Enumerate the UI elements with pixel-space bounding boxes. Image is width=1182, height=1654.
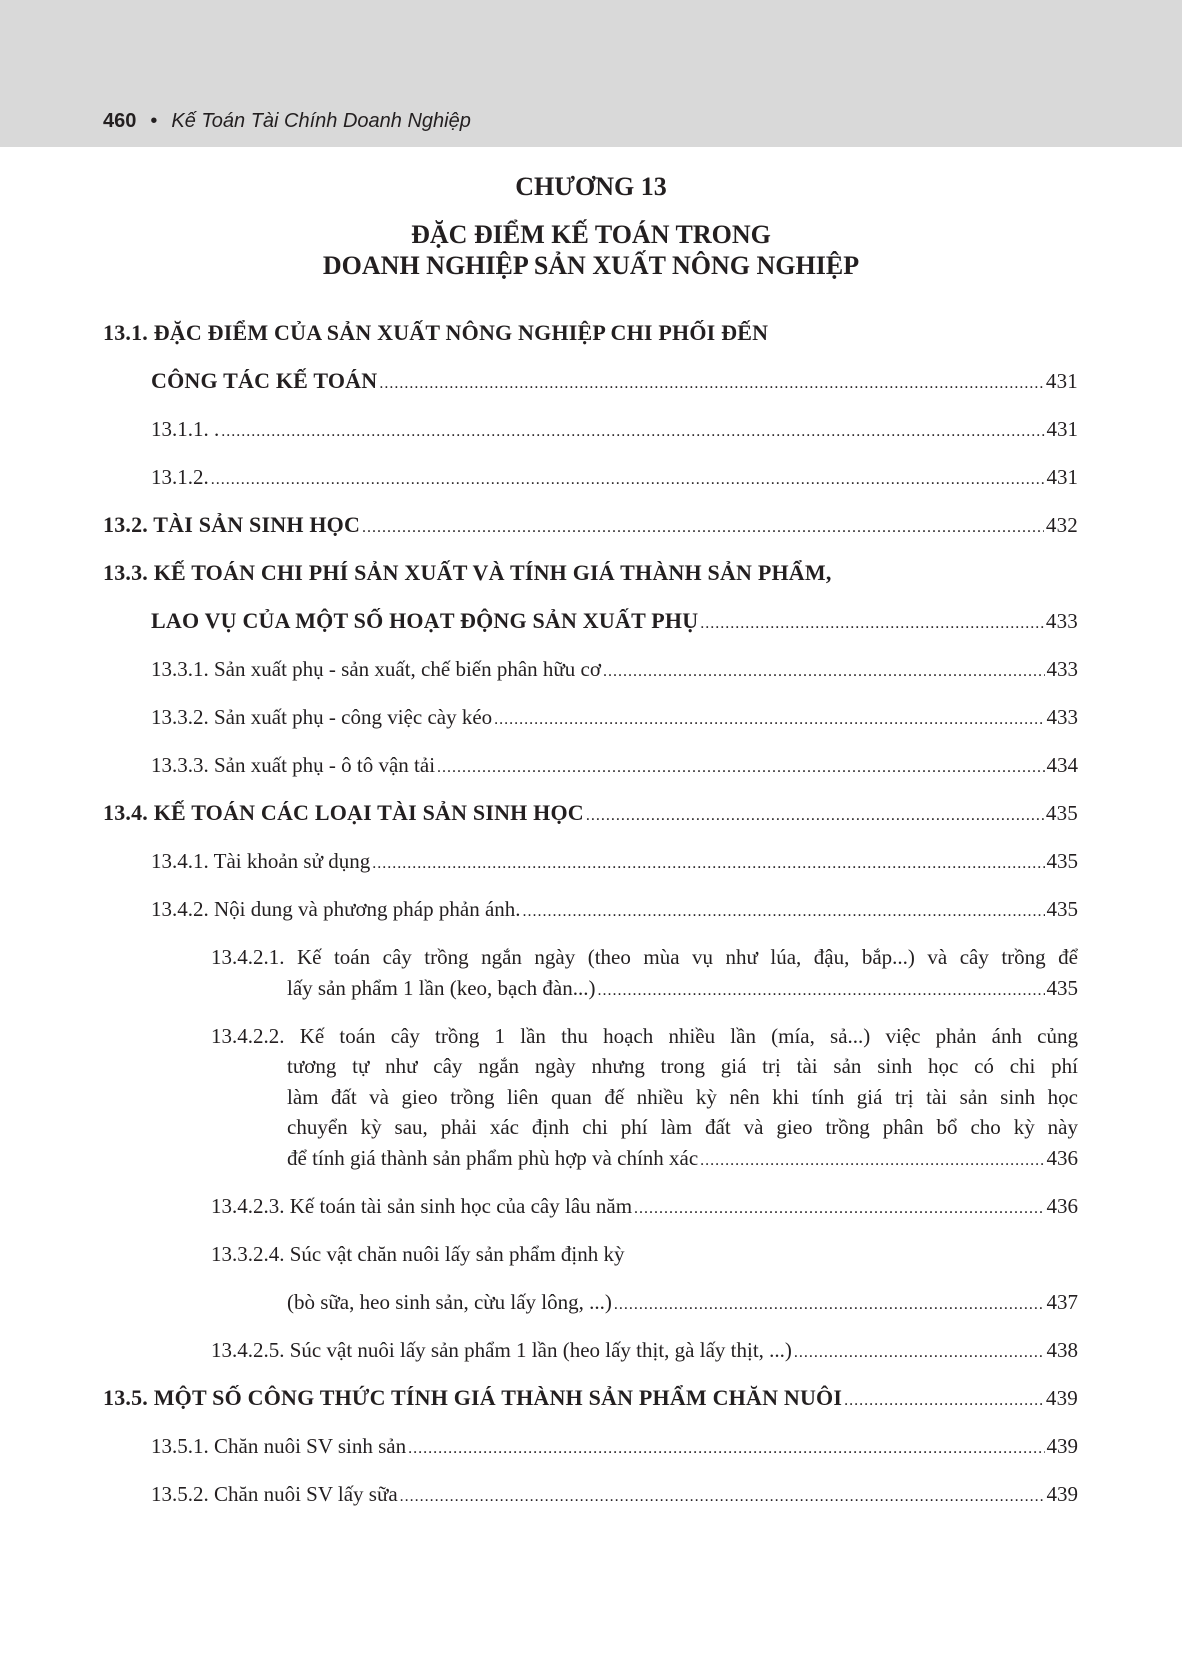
toc-page-number: 436 <box>1046 1145 1078 1170</box>
toc-entry[interactable] <box>0 1191 1182 1222</box>
dot-leader <box>700 1146 1044 1177</box>
toc-entry-line <box>211 1335 1078 1366</box>
toc-entry[interactable] <box>0 702 1182 733</box>
page-number: 460 <box>103 110 137 132</box>
toc-entry-text: 13.4. KẾ TOÁN CÁC LOẠI TÀI SẢN SINH HỌC <box>103 800 584 825</box>
toc-entry-line <box>151 846 1078 877</box>
dot-leader <box>523 897 1045 928</box>
dot-leader <box>379 369 1044 400</box>
toc-entry-text: 13.4.2. Nội dung và phương pháp phản ánh. <box>151 897 521 921</box>
toc-entry-line <box>151 606 1078 637</box>
toc-page-number: 431 <box>1045 369 1078 393</box>
toc-entry-line <box>211 1191 1078 1222</box>
toc-entry-text: tương tự như cây ngắn ngày nhưng trong giá trị tài sản sinh học có chi phí <box>287 1054 1078 1078</box>
toc-entry[interactable] <box>0 942 1182 1003</box>
toc-entry[interactable] <box>0 1021 1182 1174</box>
dot-leader <box>362 513 1044 544</box>
dot-leader <box>494 705 1044 736</box>
toc-entry-text: 13.3.1. Sản xuất phụ - sản xuất, chế biến phân hữu cơ <box>151 657 601 681</box>
toc-entry-text: 13.3.2. Sản xuất phụ - công việc cày kéo <box>151 705 493 729</box>
toc-entry[interactable] <box>0 1383 1182 1414</box>
toc-entry-text: (bò sữa, heo sinh sản, cừu lấy lông, ...) <box>287 1289 612 1314</box>
toc-entry-text: 13.2. TÀI SẢN SINH HỌC <box>103 512 361 537</box>
toc-entry-text: LAO VỤ CỦA MỘT SỐ HOẠT ĐỘNG SẢN XUẤT PHỤ <box>151 608 699 633</box>
toc-page-number: 433 <box>1045 609 1078 633</box>
toc-page-number: 433 <box>1046 705 1078 729</box>
toc-entry-text: CÔNG TÁC KẾ TOÁN <box>151 368 378 393</box>
dot-leader <box>586 801 1044 832</box>
toc-entry-line <box>151 414 1078 445</box>
toc-entry-line <box>151 702 1078 733</box>
toc-entry[interactable] <box>0 414 1182 445</box>
toc-page-number: 435 <box>1046 897 1078 921</box>
toc-entry-line <box>151 1431 1078 1462</box>
toc-page-number: 439 <box>1046 1481 1078 1506</box>
toc-entry-text: 13.3.2.4. Súc vật chăn nuôi lấy sản phẩm định kỳ <box>211 1241 625 1266</box>
toc-entry-line <box>287 1143 1078 1174</box>
toc-entry-text: chuyển kỳ sau, phải xác định chi phí làm đất và gieo trồng phân bổ cho kỳ này <box>287 1115 1078 1139</box>
toc-entry-line <box>103 798 1078 829</box>
toc-entry[interactable] <box>0 750 1182 781</box>
toc-entry-line <box>103 510 1078 541</box>
toc-page-number: 434 <box>1046 753 1078 777</box>
toc-entry-line <box>287 1112 1078 1143</box>
book-title: Kế Toán Tài Chính Doanh Nghiệp <box>171 110 471 132</box>
toc-page-number: 439 <box>1046 1433 1078 1458</box>
chapter-label: CHƯƠNG 13 <box>515 172 667 201</box>
chapter-title-line1: ĐẶC ĐIỂM KẾ TOÁN TRONG <box>411 220 771 249</box>
toc-page-number: 435 <box>1046 849 1078 873</box>
dot-leader <box>700 609 1044 640</box>
toc-entry-text: 13.3.3. Sản xuất phụ - ô tô vận tải <box>151 753 436 777</box>
toc-entry-text: 13.1. ĐẶC ĐIỂM CỦA SẢN XUẤT NÔNG NGHIỆP CHI PHỐI ĐẾN <box>103 320 769 345</box>
toc-entry-text: 13.5.2. Chăn nuôi SV lấy sữa <box>151 1481 398 1506</box>
toc-entry[interactable] <box>0 318 1182 397</box>
toc-entry-text: 13.5. MỘT SỐ CÔNG THỨC TÍNH GIÁ THÀNH SẢN PHẨM CHĂN NUÔI <box>103 1384 843 1410</box>
toc-entry-line <box>211 1021 1078 1052</box>
toc-page-number: 431 <box>1046 417 1078 441</box>
toc-entry-text: lấy sản phẩm 1 lần (keo, bạch đàn...) <box>287 975 596 1000</box>
toc-page-number: 431 <box>1046 465 1078 489</box>
toc-entry[interactable] <box>0 846 1182 877</box>
dot-leader <box>400 1482 1045 1513</box>
toc-entry[interactable] <box>0 1431 1182 1462</box>
toc-entry-text: 13.4.2.2. Kế toán cây trồng 1 lần thu hoạch nhiều lần (mía, sả...) việc phản ánh củng <box>211 1023 1078 1048</box>
toc-entry[interactable] <box>0 1479 1182 1510</box>
toc-entry-text: 13.4.2.3. Kế toán tài sản sinh học của cây lâu năm <box>211 1193 633 1218</box>
toc-entry[interactable] <box>0 558 1182 637</box>
toc-entry-text: để tính giá thành sản phẩm phù hợp và chính xác <box>287 1145 699 1170</box>
dot-leader <box>211 465 1045 496</box>
toc-page-number: 437 <box>1046 1289 1078 1314</box>
toc-entry-line <box>287 1051 1078 1082</box>
toc-page-number: 435 <box>1045 801 1078 825</box>
toc-entry-line <box>151 894 1078 925</box>
toc-entry-line <box>287 1287 1078 1318</box>
toc-page-number: 433 <box>1046 657 1078 681</box>
toc-page-number: 439 <box>1045 1385 1078 1410</box>
toc-entry-line <box>103 1383 1078 1414</box>
toc-entry-line <box>211 942 1078 973</box>
toc-entry-line <box>151 366 1078 397</box>
toc-entry-line <box>211 1239 1078 1270</box>
toc-entry-line <box>287 973 1078 1004</box>
toc-entry-text: 13.4.2.5. Súc vật nuôi lấy sản phẩm 1 lần (heo lấy thịt, gà lấy thịt, ...) <box>211 1337 792 1362</box>
toc-entry-line <box>151 1479 1078 1510</box>
dot-leader <box>603 657 1045 688</box>
header-text <box>103 110 471 133</box>
toc-entry[interactable] <box>0 798 1182 829</box>
toc-entry-line <box>151 462 1078 493</box>
toc-entry-line <box>103 558 1078 589</box>
toc-entry-text: 13.4.2.1. Kế toán cây trồng ngắn ngày (theo mùa vụ như lúa, đậu, bắp...) và cây trồng để <box>211 945 1078 969</box>
dot-leader <box>437 753 1044 784</box>
toc-entry-line <box>151 654 1078 685</box>
table-of-contents <box>0 318 1182 1527</box>
toc-page-number: 432 <box>1045 513 1078 537</box>
toc-entry-text: 13.5.1. Chăn nuôi SV sinh sản <box>151 1433 407 1458</box>
dot-leader <box>408 1434 1044 1465</box>
toc-entry-line <box>287 1082 1078 1113</box>
toc-entry[interactable] <box>0 654 1182 685</box>
running-header <box>0 0 1182 147</box>
toc-entry[interactable] <box>0 894 1182 925</box>
toc-entry[interactable] <box>0 510 1182 541</box>
dot-leader <box>372 849 1044 880</box>
dot-leader <box>634 1194 1044 1225</box>
dot-leader <box>614 1290 1045 1321</box>
toc-page-number: 435 <box>1046 975 1078 1000</box>
toc-entry-text: làm đất và gieo trồng liên quan đế nhiều kỳ nên khi tính giá trị tài sản sinh học <box>287 1084 1078 1109</box>
dot-leader <box>221 417 1044 448</box>
dot-leader <box>844 1386 1044 1417</box>
dot-leader <box>794 1338 1045 1369</box>
toc-entry[interactable] <box>0 462 1182 493</box>
toc-entry[interactable] <box>0 1335 1182 1366</box>
toc-entry-text: 13.1.1. . <box>151 417 220 441</box>
toc-entry-line <box>103 318 1078 349</box>
toc-entry-text: 13.3. KẾ TOÁN CHI PHÍ SẢN XUẤT VÀ TÍNH GIÁ THÀNH SẢN PHẨM, <box>103 560 832 585</box>
dot-leader <box>597 976 1044 1007</box>
header-separator: • <box>150 110 158 132</box>
toc-entry-text: 13.4.1. Tài khoản sử dụng <box>151 849 371 873</box>
toc-entry-text: 13.1.2. <box>151 465 209 489</box>
toc-entry-line <box>151 750 1078 781</box>
chapter-title-line2: DOANH NGHIỆP SẢN XUẤT NÔNG NGHIỆP <box>322 251 860 280</box>
toc-page-number: 438 <box>1046 1337 1078 1362</box>
toc-entry[interactable] <box>0 1239 1182 1318</box>
toc-page-number: 436 <box>1046 1193 1078 1218</box>
